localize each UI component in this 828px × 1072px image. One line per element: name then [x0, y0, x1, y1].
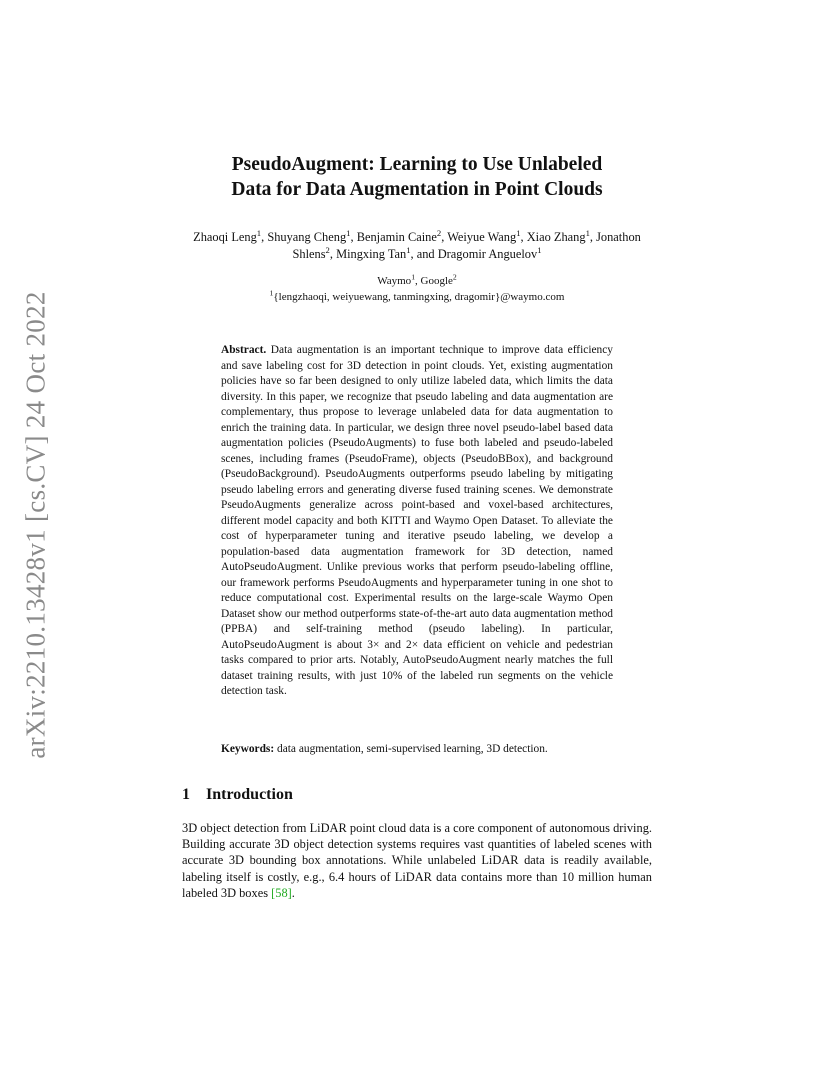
email-marker: 1	[269, 288, 274, 298]
abstract-block	[221, 343, 613, 700]
author-separator: ,	[329, 247, 337, 261]
affiliations	[192, 273, 642, 305]
author-name: Shuyang Cheng	[267, 230, 347, 244]
author-affiliation-marker: 1	[585, 227, 590, 238]
section-title: Introduction	[206, 786, 293, 803]
author-name: Weiyue Wang	[447, 230, 517, 244]
section-number: 1	[182, 786, 190, 803]
author-separator: ,	[261, 230, 268, 244]
author-affiliation-marker: 1	[516, 227, 521, 238]
author-emails: {lengzhaoqi, weiyuewang, tanmingxing, dragomir}@waymo.com	[273, 291, 565, 303]
author-name: Xiao Zhang	[526, 230, 586, 244]
affiliation-separator: ,	[415, 275, 421, 287]
author-name: Benjamin Caine	[356, 230, 437, 244]
author-affiliation-marker: 1	[537, 244, 542, 255]
title-line-1: PseudoAugment: Learning to Use Unlabeled	[231, 154, 603, 175]
affiliation-orgs	[192, 273, 642, 289]
author-affiliation-marker: 1	[256, 227, 262, 238]
author-affiliation-marker: 2	[325, 244, 330, 255]
abstract-text: Data augmentation is an important technique to improve data efficiency and save labeling cost for 3D detection in point clouds. Yet, existing augmentation policies have so far been designed to only utilize labeled data, which limits the data diversity. In this paper, we recognize that pseudo labeling and data augmentation are complementary, thus propose to leverage unlabeled data for data augmentation to enrich the training data. In particular, we design three novel pseudo-label based data augmentation policies (PseudoAugments) to fuse both labeled and pseudo-labeled scenes, including frames (PseudoFrame), objects (PseudoBBox), and background (PseudoBackground). PseudoAugments outperforms pseudo labeling by mitigating pseudo labeling errors and generating diverse fused training scenes. We demonstrate PseudoAugments generalize across point-based and voxel-based architectures, different model capacity and both KITTI and Waymo Open Dataset. To alleviate the cost of hyperparameter tuning and iterative pseudo labeling, we develop a population-based data augmentation framework for 3D detection, named AutoPseudoAugment. Unlike previous works that perform pseudo-labeling offline, our framework performs PseudoAugments and hyperparameter tuning in one shot to reduce computational cost. Experimental results on the large-scale Waymo Open Dataset show our method outperforms state-of-the-art auto data augmentation method (PPBA) and self-training method (pseudo labeling). In particular, AutoPseudoAugment is about 3× and 2× data efficient on vehicle and pedestrian tasks compared to prior arts. Notably, AutoPseudoAugment nearly matches the full dataset training results, with just 10% of the labeled run segments on the vehicle detection task.	[221, 344, 613, 697]
author-affiliation-marker: 1	[346, 227, 351, 238]
keywords-label: Keywords:	[221, 743, 275, 755]
author-name: Jonathon Shlens	[292, 230, 641, 261]
author-affiliation-marker: 2	[436, 227, 442, 238]
author-list	[192, 229, 642, 263]
author-separator: , and	[410, 247, 438, 261]
affiliation-org-1-marker: 1	[411, 272, 416, 282]
arxiv-identifier-stamp: arXiv:2210.13428v1 [cs.CV] 24 Oct 2022	[20, 291, 51, 759]
citation-link[interactable]: [58]	[271, 885, 292, 900]
abstract-label: Abstract.	[221, 344, 267, 356]
author-affiliation-marker: 1	[406, 244, 411, 255]
affiliation-org-1: Waymo	[377, 275, 412, 287]
affiliation-org-2: Google	[420, 275, 453, 287]
affiliation-email-line	[192, 289, 642, 305]
author-separator: ,	[441, 230, 448, 244]
author-name: Zhaoqi Leng	[193, 230, 257, 244]
author-separator: ,	[520, 230, 527, 244]
introduction-paragraph	[182, 820, 652, 901]
section-heading-introduction	[182, 786, 293, 804]
keywords-text: data augmentation, semi-supervised learning, 3D detection.	[277, 743, 548, 755]
author-name: Mingxing Tan	[336, 247, 407, 261]
title-line-2: Data for Data Augmentation in Point Clouds	[231, 179, 603, 200]
introduction-end: .	[291, 885, 295, 900]
introduction-text: 3D object detection from LiDAR point cloud data is a core component of autonomous driving. Building accurate 3D object detection systems requires vast quantities of labeled scenes with accurate 3D bounding box annotations. While unlabeled LiDAR data is readily available, labeling itself is costly, e.g., 6.4 hours of LiDAR data contains more than 10 million human labeled 3D boxes	[182, 821, 652, 900]
keywords-block	[221, 742, 621, 757]
author-separator: ,	[589, 230, 597, 244]
author-separator: ,	[350, 230, 357, 244]
affiliation-org-2-marker: 2	[452, 272, 457, 282]
paper-title	[182, 152, 652, 202]
author-name: Dragomir Anguelov	[437, 247, 538, 261]
